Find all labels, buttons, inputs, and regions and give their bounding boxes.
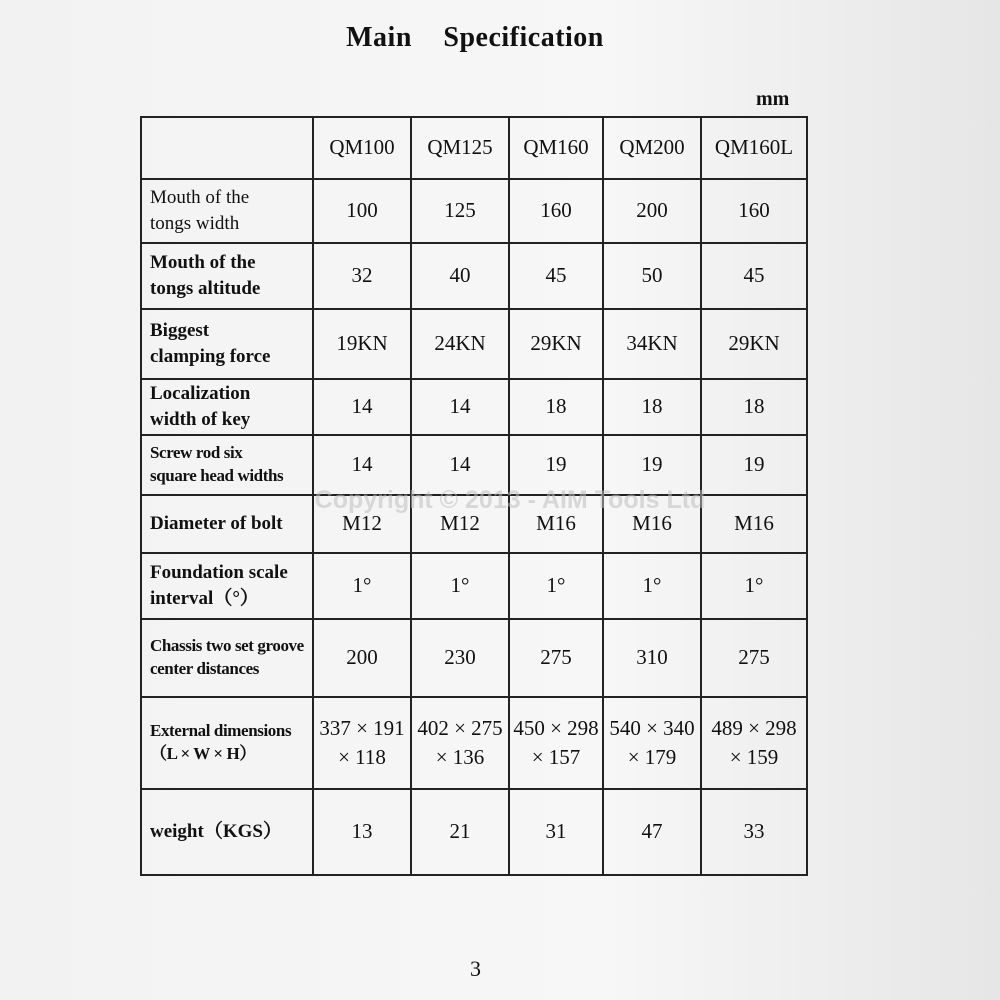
table-cell: 1° <box>701 553 807 619</box>
table-cell: 19 <box>509 435 603 495</box>
table-cell: 50 <box>603 243 701 309</box>
row-label-weight: weight（KGS） <box>141 789 313 875</box>
table-cell: 14 <box>313 435 411 495</box>
row-label-mouth-altitude: Mouth of the tongs altitude <box>141 243 313 309</box>
unit-label: mm <box>756 88 790 110</box>
table-cell: 13 <box>313 789 411 875</box>
table-row <box>141 789 807 875</box>
table-header-row <box>141 117 807 179</box>
table-row <box>141 697 807 789</box>
page-title: Main Specification <box>346 22 604 53</box>
table-cell: 34KN <box>603 309 701 379</box>
row-label-groove-distance: Chassis two set groove center distances <box>141 619 313 697</box>
table-row <box>141 309 807 379</box>
model-header-qm100: QM100 <box>313 117 411 179</box>
table-cell: 45 <box>509 243 603 309</box>
model-header-qm200: QM200 <box>603 117 701 179</box>
table-cell: 1° <box>411 553 509 619</box>
table-cell: 29KN <box>701 309 807 379</box>
row-label-scale-interval: Foundation scale interval（°） <box>141 553 313 619</box>
table-cell: 230 <box>411 619 509 697</box>
row-label-mouth-width: Mouth of the tongs width <box>141 179 313 243</box>
table-cell: 1° <box>313 553 411 619</box>
model-header-qm125: QM125 <box>411 117 509 179</box>
table-row <box>141 243 807 309</box>
table-cell: 450 × 298 × 157 <box>509 697 603 789</box>
table-cell: 337 × 191 × 118 <box>313 697 411 789</box>
table-cell: 18 <box>603 379 701 435</box>
table-row <box>141 553 807 619</box>
page-number: 3 <box>470 956 481 981</box>
table-cell: 19 <box>603 435 701 495</box>
table-cell: 160 <box>509 179 603 243</box>
row-label-key-width: Localization width of key <box>141 379 313 435</box>
table-cell: 14 <box>411 435 509 495</box>
table-cell: 32 <box>313 243 411 309</box>
table-cell: 275 <box>701 619 807 697</box>
table-cell: 402 × 275 × 136 <box>411 697 509 789</box>
row-label-clamping-force: Biggest clamping force <box>141 309 313 379</box>
table-cell: 33 <box>701 789 807 875</box>
table-cell: 24KN <box>411 309 509 379</box>
table-cell: 19 <box>701 435 807 495</box>
table-cell: M12 <box>411 495 509 553</box>
model-header-qm160l: QM160L <box>701 117 807 179</box>
table-cell: 125 <box>411 179 509 243</box>
row-label-bolt-diameter: Diameter of bolt <box>141 495 313 553</box>
table-cell: M16 <box>701 495 807 553</box>
table-cell: M16 <box>603 495 701 553</box>
table-cell: 19KN <box>313 309 411 379</box>
copyright-watermark: Copyright © 2013 - AIM Tools Ltd <box>314 486 706 514</box>
table-cell: M16 <box>509 495 603 553</box>
table-cell: 14 <box>313 379 411 435</box>
model-header-qm160: QM160 <box>509 117 603 179</box>
table-cell: 14 <box>411 379 509 435</box>
table-cell: 100 <box>313 179 411 243</box>
header-corner-cell <box>141 117 313 179</box>
table-cell: 275 <box>509 619 603 697</box>
table-cell: 1° <box>603 553 701 619</box>
table-cell: 18 <box>701 379 807 435</box>
table-cell: 29KN <box>509 309 603 379</box>
table-cell: 21 <box>411 789 509 875</box>
table-cell: 489 × 298 × 159 <box>701 697 807 789</box>
table-cell: 47 <box>603 789 701 875</box>
row-label-external-dimensions: External dimensions （L × W × H） <box>141 697 313 789</box>
table-cell: 31 <box>509 789 603 875</box>
table-cell: 18 <box>509 379 603 435</box>
table-row <box>141 379 807 435</box>
table-cell: 200 <box>313 619 411 697</box>
table-cell: 310 <box>603 619 701 697</box>
table-row <box>141 179 807 243</box>
table-cell: 160 <box>701 179 807 243</box>
table-cell: M12 <box>313 495 411 553</box>
table-cell: 45 <box>701 243 807 309</box>
table-cell: 540 × 340 × 179 <box>603 697 701 789</box>
table-cell: 200 <box>603 179 701 243</box>
row-label-screw-head-width: Screw rod six square head widths <box>141 435 313 495</box>
table-cell: 40 <box>411 243 509 309</box>
table-cell: 1° <box>509 553 603 619</box>
table-row <box>141 619 807 697</box>
